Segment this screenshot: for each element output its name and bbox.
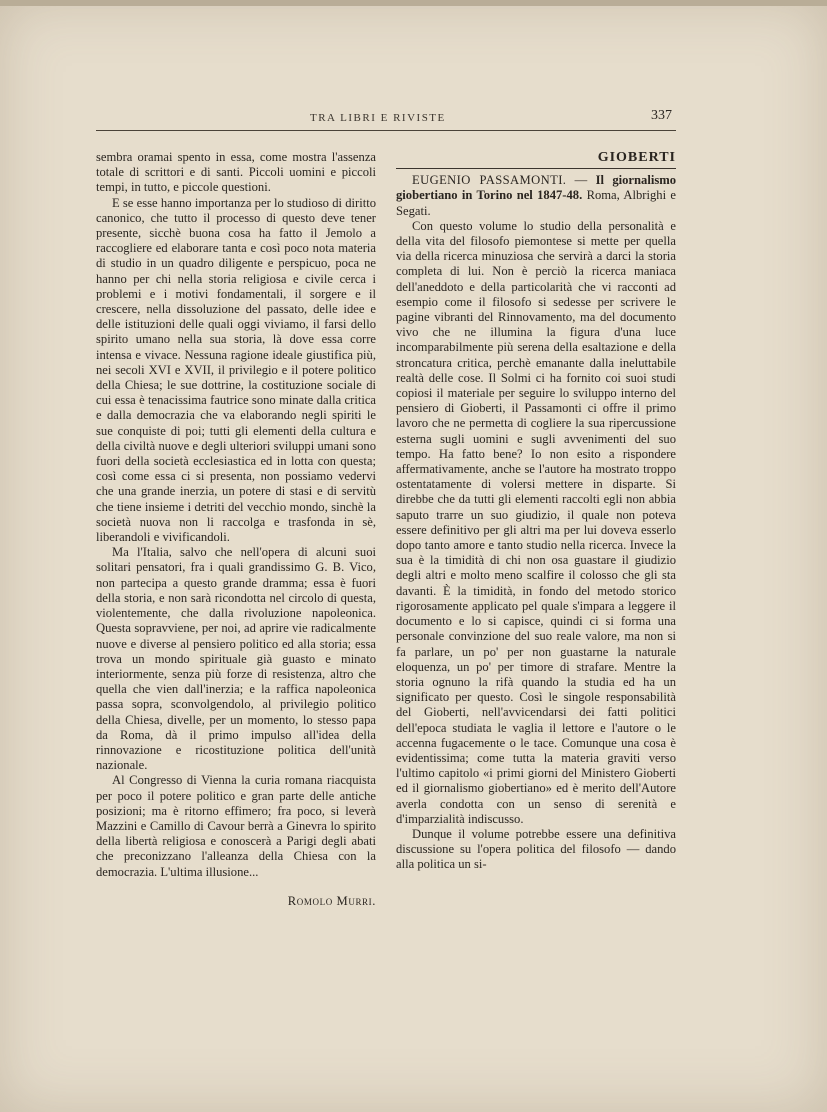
left-column [96,150,376,909]
book-title: Il giornalismo giobertiano in Torino nel 1847-48. [396,173,677,203]
section-title: GIOBERTI [597,150,676,165]
page-number: 337 [651,108,672,123]
paragraph: Al Congresso di Vienna la curia romana riacquista per poco il potere politico e gran parte delle antiche posizioni; ma è ritorno effimero; fra poco, si leverà Mazzini e Camillo di Cavour berrà a Ginevra lo spirito della libertà religiosa e conoscerà a Parigi degli abati che preconizzano l'alleanza della Chiesa con la democrazia. L'ultima illusione... [96,773,376,879]
entry-separator: — [566,173,596,188]
book-author: EUGENIO PASSAMONTI. [412,173,567,188]
paragraph: Con questo volume lo studio della personalità e della vita del filosofo piemontese si mette per quella via della ricerca minuziosa che servirà a darci la storia completa di lui. Non è perciò la ricerca maniaca dell'aneddoto e della particolarità che vi racconti ad esempio come il filosofo si sedesse per scrivere le pagine vibranti del Rinnovamento, ma del documento vivo che ne illumina la figura d'una luce incomparabilmente più serena della esaltazione e della stroncatura critica, perchè emanante dalla ineluttabile realtà delle cose. Il Solmi ci ha fornito coi suoi studi copiosi il materiale per seguire lo sviluppo interno del pensiero di Gioberti, il Passamonti ci offre il primo lavoro che ne permetta di cogliere la sua ripercussione esterna sugli uomini e sugli avvenimenti del suo tempo. Ha fatto bene? Io non esito a rispondere affermativamente, anche se l'autore ha mostrato troppo ostentatamente di volersi mettere in disparte. Si direbbe che da tutti gli elementi raccolti egli non abbia saputo trarre un suo giudizio, il quale non poteva essere definitivo per gli altri ma per lui doveva esserlo dopo tanto amore e tanto studio nella ricerca. Invece la sua è la timidità di chi non osa guastare il giudizio degli altri e molto meno scalfire il colosso che gli sta davanti. È la timidità, in fondo del metodo storico rigorosamente applicato pel quale s'impara a leggere il documento e lo si capisce, quindi ci si forma una personale convinzione del suo reale valore, ma non si fa parlare, un po' per non guastarne la naturale eloquenza, un po' per timore di strafare. Mentre la storia ognuno la rifà quando la studia ed ha un significato per questo. Così le singole responsabilità del Gioberti, nell'avvicendarsi dei fatti politici dell'epoca studiata le vaglia il lettore e l'autore o le accenna fugacemente o le tace. Comunque una cosa è evidentissima; come tutta la materia graviti verso l'ultimo capitolo «i primi giorni del Ministero Gioberti ed il giornalismo giobertiano» ed è merito dell'Autore averla condotta con un senso di serenità e d'imparzialità indiscusso. [396,218,676,826]
book-entry-heading [396,173,676,219]
paragraph: Ma l'Italia, salvo che nell'opera di alcuni suoi solitari pensatori, fra i quali grandissimo G. B. Vico, non partecipa a questo grande dramma; essa è fuori della storia, e non sarà ricondotta nel circolo di questa, violentemente, che dalla rivoluzione napoleonica. Questa sopravviene, per noi, ad aprire vie radicalmente nuove e diverse al pensiero politico ed alla storia; essa trova un mondo spirituale già guasto e minato interiormente, senza più forze di resistenza, altro che quella che vien dall'inerzia; e la raffica napoleonica passa sopra, sconvolgendolo, al privilegio politico della Chiesa, divelle, per un momento, lo stesso papa da Roma, dà il primo impulso all'idea della rinnovazione e ricostituzione politica dell'unità nazionale. [96,545,376,773]
right-column [396,150,676,873]
paragraph: Dunque il volume potrebbe essere una definitiva discussione su l'opera politica del filosofo — dando alla politica un si- [396,826,676,872]
author-signature: Romolo Murri. [287,893,376,908]
page-header [96,110,676,132]
page-top-edge [0,0,827,6]
running-head: TRA LIBRI E RIVISTE [310,112,446,124]
header-rule [96,130,676,131]
section-title-rule [396,168,676,169]
paragraph-continued: sembra oramai spento in essa, come mostra l'assenza totale di scrittori e di santi. Piccoli uomini e piccoli tempi, in tutto, e piccole questioni. [96,150,376,195]
paragraph: E se esse hanno importanza per lo studioso di diritto canonico, che tutto il processo di questo deve tener presente, sicchè buona cosa ha fatto il Jemolo a raccogliere ed elaborare tanta e così poco nota materia di studio in un quadro diligente e perspicuo, poca ne hanno per chi nella storia religiosa e civile cerca i problemi e i motivi fondamentali, il sorgere e il crescere, nella dissoluzione del passato, delle idee e delle istituzioni delle quali oggi viviamo, il farsi dello spirito umano nella sua storia, là dove essa corre intensa e vivace. Nessuna ragione ideale giustifica più, nei secoli XVI e XVII, il privilegio e il potere politico della Chiesa; le sue dottrine, la costituzione sociale di cui essa è tenacissima fautrice sono minate dalla critica e dalla democrazia che va elaborando negli spiriti le sue conquiste di poi; tutti gli elementi della cultura e della civiltà nuove e degli ulteriori sviluppi umani sono fuori della società ecclesiastica ed in lotta con questa; così come essa ci si presenta, non possiamo vedervi che una grande inerzia, un potere di stasi e di servitù che tiene insieme i detriti del vecchio mondo, sinchè la società nuova non li raccolga e trasfonda in sè, liberandoli e vivificandoli. [96,195,376,545]
book-imprint: Roma, Albrighi e Segati. [396,188,676,218]
